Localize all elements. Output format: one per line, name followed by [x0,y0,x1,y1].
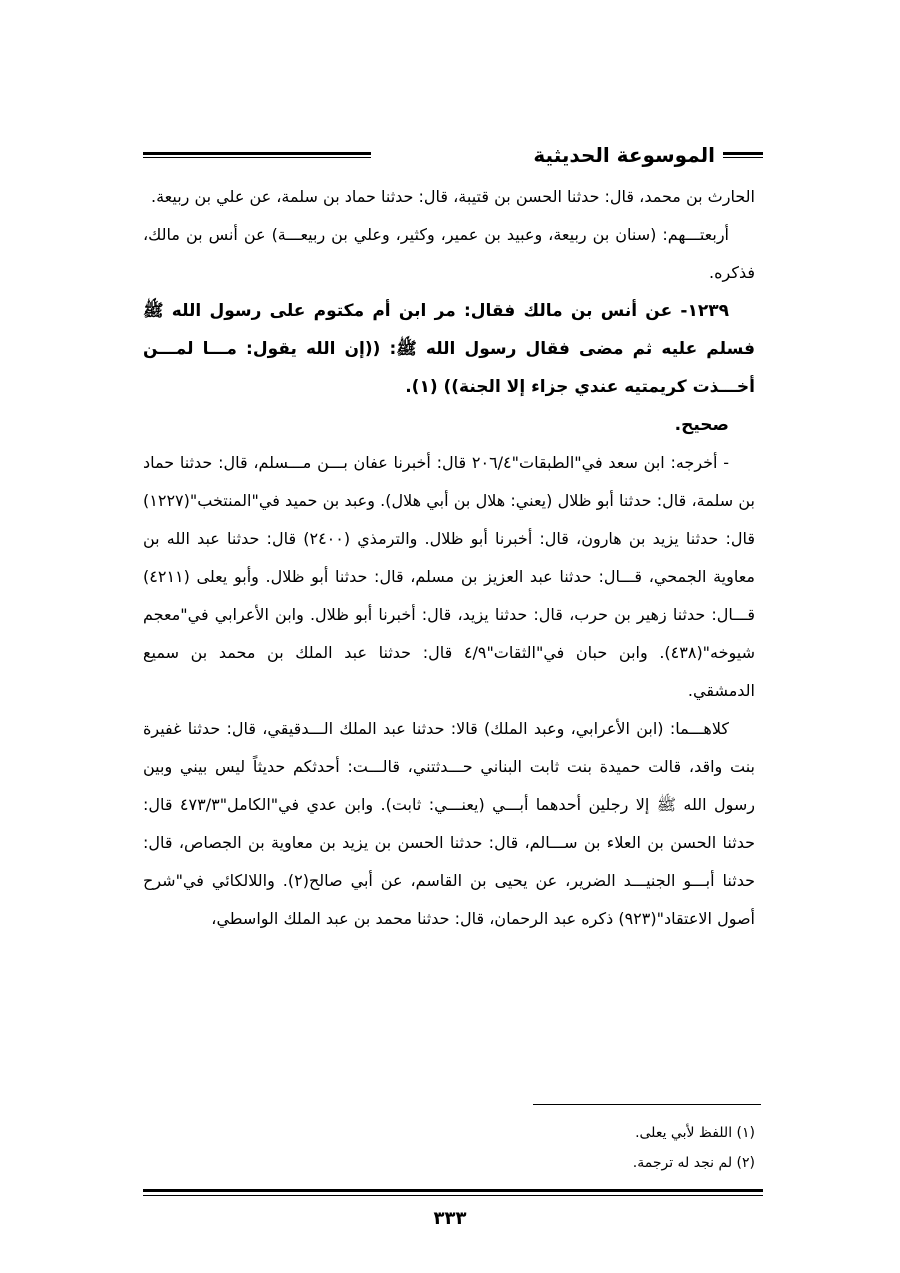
footnote-separator [533,1104,761,1105]
paragraph-four-narrators: أربعتـــهم: (سنان بن ربيعة، وعبيد بن عمير، وكثير، وعلي بن ربيعـــة) عن أنس بن مالك، فذكره. [143,225,755,282]
footer-rule-thick [143,1189,763,1192]
main-text [143,178,755,938]
header-rule-left-thin [143,157,371,158]
running-header [143,138,763,178]
takhrij-paragraph: - أخرجه: ابن سعد في"الطبقات"٢٠٦/٤ قال: أخبرنا عفان بـــن مـــسلم، قال: حدثنا حماد بن سلمة، قال: حدثنا أبو ظلال (يعني: هلال بن أبي هلال). وعبد بن حميد في"المنتخب"(١٢٢٧) قال: حدثنا يزيد بن هارون، قال: أخبرنا أبو ظلال. والترمذي (٢٤٠٠) قال: حدثنا عبد الله بن معاوية الجمحي، قـــال: حدثنا عبد العزيز بن مسلم، قال: حدثنا أبو ظلال. وأبو يعلى (٤٢١١) قـــال: حدثنا زهير بن حرب، قال: حدثنا يزيد، قال: أخبرنا أبو ظلال. وابن الأعرابي في"معجم شيوخه"(٤٣٨). وابن حبان في"الثقات"٤/٩ قال: حدثنا عبد الملك بن محمد بن سميع الدمشقي. [143,453,756,700]
both-narrators-paragraph: كلاهـــما: (ابن الأعرابي، وعبد الملك) قالا: حدثنا عبد الملك الـــدقيقي، قال: حدثنا غفيرة بنت واقد، قالت حميدة بنت ثابت البناني حـــدثتني، قالـــت: أحدثكم حديثاً ليس بيني وبين رسول الله ﷺ إلا رجلين أحدهما أبـــي (يعنـــي: ثابت). وابن عدي في"الكامل"٤٧٣/٣ قال: حدثنا الحسن بن العلاء بن ســـالم، قال: حدثنا الحسن بن يزيد بن معاوية بن الجصاص، قال: حدثنا أبـــو الجنيـــد الضرير، عن يحيى بن القاسم، عن أبي صالح(٢). واللالكائي في"شرح أصول الاعتقاد"(٩٢٣) ذكره عبد الرحمان، قال: حدثنا محمد بن عبد الملك الواسطي، [143,719,756,928]
footer-rule-thin [143,1195,763,1196]
header-title: الموسوعة الحديثية [533,143,715,167]
footnote-1: (١) اللفظ لأبي يعلى. [635,1125,755,1141]
footnotes [143,1118,755,1178]
header-rule-right-thin [723,157,763,158]
footnote-2: (٢) لم نجد له ترجمة. [632,1155,755,1171]
header-rule-right-thick [723,152,763,155]
page-number: ٣٣٣ [433,1208,467,1229]
header-rule-left-thick [143,152,371,155]
hadith-grade: صحيح. [674,415,729,435]
paragraph-chain-end: الحارث بن محمد، قال: حدثنا الحسن بن قتيبة، قال: حدثنا حماد بن سلمة، عن علي بن ربيعة. [150,187,755,206]
hadith-1239-text: ١٢٣٩- عن أنس بن مالك فقال: مر ابن أم مكتوم على رسول الله ﷺ فسلم عليه ثم مضى فقال رسول الله ﷺ: ((إن الله يقول: مـــا لمـــن أخـــذت كريمتيه عندي جزاء إلا الجنة)) (١). [143,301,755,397]
